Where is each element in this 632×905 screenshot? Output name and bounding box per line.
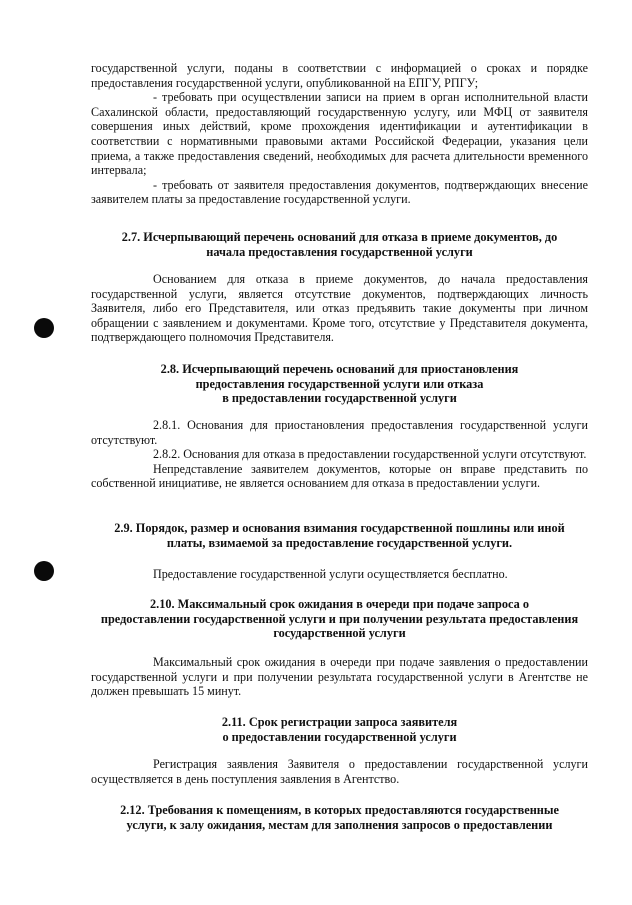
section-2-7-body <box>91 272 588 345</box>
section-2-7-heading: 2.7. Исчерпывающий перечень оснований для отказа в приеме документов, до начала предоставления государственной услуги <box>121 230 558 259</box>
section-2-9-heading: 2.9. Порядок, размер и основания взимания государственной пошлины или иной платы, взимаемой за предоставление государственной услуги. <box>114 521 565 550</box>
section-2-11-heading: 2.11. Срок регистрации запроса заявителя о предоставлении государственной услуги <box>221 715 458 744</box>
section-2-8-body <box>91 418 588 491</box>
section-2-9-body <box>91 567 588 582</box>
section-paragraph: 2.8.2. Основания для отказа в предоставлении государственной услуги отсутствуют. <box>153 447 587 462</box>
requirement-paragraph: - требовать при осуществлении записи на прием в орган исполнительной власти Сахалинской области, предоставляющий государственную услугу, или МФЦ от заявителя совершения иных действий, кроме прохождения идентификации и аутентификации в соответствии с нормативными правовыми актами Российской Федерации, указания цели приема, а также предоставления сведений, необходимых для расчета длительности временного интервала; <box>91 90 588 178</box>
section-2-10-body <box>91 655 588 699</box>
section-2-8-heading: 2.8. Исчерпывающий перечень оснований для приостановления предоставления государственной услуги или отказа в предоставлении государственной услуги <box>160 362 519 406</box>
section-2-10-heading: 2.10. Максимальный срок ожидания в очереди при подаче запроса о предоставлении государственной услуги и при получении результата предоставления государственной услуги <box>100 597 579 641</box>
punch-hole-mark <box>34 561 54 581</box>
section-paragraph: Непредставление заявителем документов, которые он вправе представить по собственной инициативе, не является основанием для отказа в предоставлении услуги. <box>91 461 588 491</box>
section-2-12-heading: 2.12. Требования к помещениям, в которых предоставляются государственные услуги, к залу ожидания, местам для заполнения запросов о предоставлении <box>120 803 559 832</box>
section-paragraph: Основанием для отказа в приеме документов, до начала предоставления государственной услуги, является отсутствие документов, подтверждающих личность Заявителя, либо его Представителя, или отказ предъявить такие документы при личном обращении с заявлением и документами. Кроме того, отсутствие у Представителя документа, подтверждающего полномочия Представителя. <box>91 272 588 345</box>
section-paragraph: 2.8.1. Основания для приостановления предоставления государственной услуги отсутствуют. <box>91 418 588 447</box>
requirement-paragraph: - требовать от заявителя предоставления документов, подтверждающих внесение заявителем платы за предоставление государственной услуги. <box>91 177 588 207</box>
intro-block <box>91 61 588 207</box>
intro-paragraph: государственной услуги, поданы в соответствии с информацией о сроках и порядке предоставления государственной услуги, опубликованной на ЕПГУ, РПГУ; <box>91 61 588 90</box>
punch-hole-mark <box>34 318 54 338</box>
section-2-11-body <box>91 757 588 786</box>
section-paragraph: Максимальный срок ожидания в очереди при подаче заявления о предоставлении государственной услуги и при получении результата государственной услуги в Агентстве не должен превышать 15 минут. <box>91 655 588 699</box>
section-paragraph: Регистрация заявления Заявителя о предоставлении государственной услуги осуществляется в день поступления заявления в Агентство. <box>91 757 588 786</box>
section-paragraph: Предоставление государственной услуги осуществляется бесплатно. <box>153 567 508 581</box>
